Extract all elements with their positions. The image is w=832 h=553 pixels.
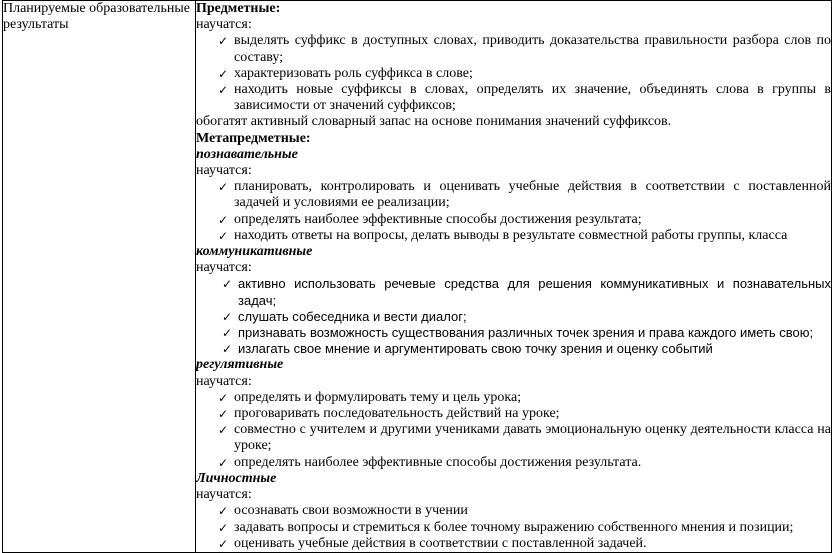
list-item	[196, 406, 831, 422]
left-header-text: Планируемые образовательные результаты	[3, 1, 190, 32]
personal-list	[196, 503, 831, 552]
list-item-text: находить новые суффиксы в словах, определять их значение, объединять слова в группы в зависимости от значений суффиксов;	[234, 82, 831, 114]
checkmark-icon: ✓	[218, 83, 229, 98]
list-item-text: признавать возможность существования различных точек зрения и права каждого иметь свою;	[238, 325, 814, 341]
list-item-text: характеризовать роль суффикса в слове;	[234, 65, 473, 81]
list-item-text: проговаривать последовательность действий на уроке;	[234, 406, 560, 422]
list-item-text: находить ответы на вопросы, делать выводы в результате совместной работы группы, класса	[234, 227, 788, 243]
list-item	[196, 82, 831, 114]
regulatory-intro: научатся:	[196, 373, 252, 389]
left-header-cell	[3, 1, 196, 553]
regulatory-title: регулятивные	[196, 357, 284, 373]
checkmark-icon: ✓	[218, 390, 229, 405]
checkmark-icon: ✓	[218, 504, 229, 519]
checkmark-icon: ✓	[218, 212, 229, 227]
list-item	[196, 309, 831, 325]
meta-heading: Метапредметные:	[196, 130, 311, 146]
subject-closing: обогатят активный словарный запас на основе понимания значений суффиксов.	[196, 114, 672, 130]
results-table	[2, 0, 832, 553]
list-item-text: осознавать свои возможности в учении	[234, 503, 468, 519]
list-item	[196, 66, 831, 82]
list-item	[196, 33, 831, 65]
checkmark-icon: ✓	[222, 309, 233, 324]
regulatory-list	[196, 390, 831, 471]
list-item-text: активно использовать речевые средства для решения коммуникативных и познавательных задач;	[238, 276, 831, 308]
list-item-text: задавать вопросы и стремиться к более точному выражению собственного мнения и позиции;	[234, 519, 794, 535]
list-item-text: выделять суффикс в доступных словах, приводить доказательства правильности разбора слов по составу;	[234, 33, 831, 65]
table-row	[3, 1, 832, 553]
subject-intro: научатся:	[196, 17, 252, 33]
checkmark-icon: ✓	[218, 407, 229, 422]
subject-heading: Предметные:	[196, 1, 281, 16]
checkmark-icon: ✓	[218, 34, 229, 49]
list-item	[196, 341, 831, 357]
checkmark-icon: ✓	[218, 228, 229, 243]
list-item	[196, 390, 831, 406]
list-item	[196, 503, 831, 519]
communicative-title: коммуникативные	[196, 244, 313, 260]
checkmark-icon: ✓	[218, 520, 229, 535]
communicative-list	[196, 276, 831, 357]
list-item-text: излагать свое мнение и аргументировать свою точку зрения и оценку событий	[238, 341, 713, 357]
list-item-text: определять наиболее эффективные способы достижения результата.	[234, 454, 642, 470]
checkmark-icon: ✓	[218, 66, 229, 81]
list-item	[196, 325, 831, 341]
list-item-text: оценивать учебные действия в соответствии с поставленной задачей.	[234, 535, 647, 551]
list-item	[196, 536, 831, 552]
list-item-text: определять наиболее эффективные способы достижения результата;	[234, 211, 642, 227]
checkmark-icon: ✓	[218, 455, 229, 470]
communicative-intro: научатся:	[196, 260, 252, 276]
checkmark-icon: ✓	[218, 423, 229, 438]
cognitive-title: познавательные	[196, 146, 298, 162]
checkmark-icon: ✓	[222, 277, 233, 292]
list-item-text: совместно с учителем и другими учениками давать эмоциональную оценку деятельности класса на уроке;	[234, 422, 831, 454]
list-item	[196, 422, 831, 454]
checkmark-icon: ✓	[222, 326, 233, 341]
list-item	[196, 455, 831, 471]
personal-intro: научатся:	[196, 487, 252, 503]
list-item	[196, 228, 831, 244]
checkmark-icon: ✓	[218, 180, 229, 195]
subject-list	[196, 33, 831, 114]
list-item-text: планировать, контролировать и оценивать учебные действия в соответствии с поставленной задачей и условиями ее реализации;	[234, 179, 831, 211]
cognitive-list	[196, 179, 831, 244]
personal-heading: Личностные	[196, 470, 277, 486]
checkmark-icon: ✓	[222, 342, 233, 357]
list-item	[196, 212, 831, 228]
list-item-text: слушать собеседника и вести диалог;	[238, 308, 467, 324]
list-item	[196, 179, 831, 211]
checkmark-icon: ✓	[218, 536, 229, 551]
content-cell	[196, 1, 832, 553]
cognitive-intro: научатся:	[196, 163, 252, 179]
list-item	[196, 520, 831, 536]
list-item	[196, 276, 831, 308]
list-item-text: определять и формулировать тему и цель урока;	[234, 389, 522, 405]
